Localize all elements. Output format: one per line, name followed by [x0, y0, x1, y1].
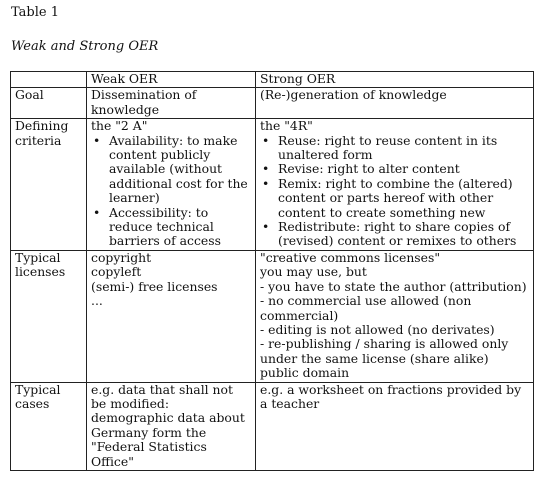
list-item: ... [91, 293, 103, 309]
list-item: - re-publishing / sharing is allowed only under the same license (share alike) [260, 336, 509, 366]
licenses-strong-cell [256, 250, 534, 382]
criteria-strong-list [260, 134, 529, 249]
list-item: copyleft [91, 264, 142, 280]
row-label-typical-cases: Typical cases [11, 382, 87, 470]
table-row-typical-licenses [11, 250, 534, 382]
list-item: (semi-) free licenses [91, 278, 218, 294]
list-item: public domain [260, 365, 350, 381]
criteria-strong-cell [256, 119, 534, 251]
list-item: - editing is not allowed (no derivates) [260, 321, 495, 337]
criteria-weak-cell [87, 119, 256, 251]
list-item: • Availability: to make content publicly available (without additional cost for the learner) [91, 134, 251, 206]
list-item: • Revise: right to alter content [260, 162, 529, 176]
list-item: "creative commons licenses" [260, 249, 441, 265]
row-label-defining-criteria: Defining criteria [11, 119, 87, 251]
criteria-weak-list [91, 134, 251, 249]
list-item: - no commercial use allowed (non commercial) [260, 293, 472, 323]
table-row-typical-cases [11, 382, 534, 470]
cases-strong-cell: e.g. a worksheet on fractions provided by a teacher [256, 382, 534, 470]
list-item: copyright [91, 249, 152, 265]
table-row-defining-criteria [11, 119, 534, 251]
list-item: - you have to state the author (attribution) [260, 278, 527, 294]
oer-comparison-table [10, 71, 534, 471]
row-label-goal: Goal [11, 88, 87, 119]
licenses-weak-cell [87, 250, 256, 382]
list-item: • Remix: right to combine the (altered) content or parts hereof with other content to create something new [260, 177, 529, 220]
header-cell-strong-oer: Strong OER [256, 72, 534, 88]
table-label: Table 1 [11, 5, 59, 20]
list-item: • Reuse: right to reuse content in its unaltered form [260, 134, 529, 163]
criteria-strong-intro: the "4R" [260, 118, 313, 134]
header-cell-empty [11, 72, 87, 88]
table-title: Weak and Strong OER [11, 39, 159, 54]
cases-weak-cell: e.g. data that shall not be modified: demographic data about Germany form the "Federal Statistics Office" [87, 382, 256, 470]
list-item: you may use, but [260, 264, 367, 280]
criteria-weak-intro: the "2 A" [91, 118, 148, 134]
header-row [11, 72, 534, 88]
row-label-typical-licenses: Typical licenses [11, 250, 87, 382]
list-item: • Redistribute: right to share copies of (revised) content or remixes to others [260, 220, 529, 249]
goal-weak-cell: Dissemination of knowledge [87, 88, 256, 119]
table-row-goal [11, 88, 534, 119]
goal-strong-cell: (Re-)generation of knowledge [256, 88, 534, 119]
list-item: • Accessibility: to reduce technical barriers of access [91, 206, 251, 249]
header-cell-weak-oer: Weak OER [87, 72, 256, 88]
